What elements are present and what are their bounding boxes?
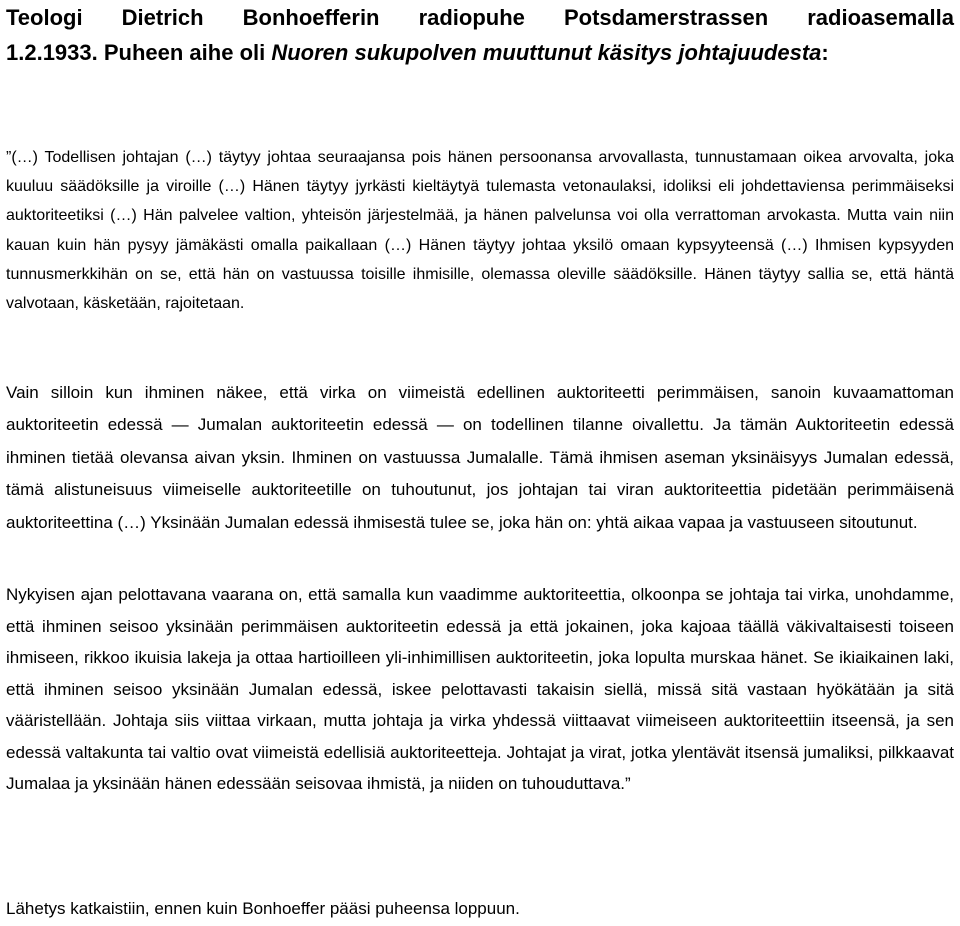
heading-topic-title: Nuoren sukupolven muuttunut käsitys johtajuudesta: [271, 40, 822, 65]
heading-date-prefix: 1.2.1933. Puheen aihe oli: [6, 40, 272, 65]
closing-note: Lähetys katkaistiin, ennen kuin Bonhoeffer pääsi puheensa loppuun.: [6, 899, 520, 918]
quote-paragraph-2: Vain silloin kun ihminen näkee, että virka on viimeistä edellinen auktoriteetti perimmäisen, sanoin kuvaamattoman auktoriteetin edessä — Jumalan auktoriteetin edessä — on todellinen tilanne oivallettu. Ja tämän Auktoriteetin edessä ihminen tietää olevansa aivan yksin. Ihminen on vastuussa Jumalalle. Tämä ihmisen aseman yksinäisyys Jumalan edessä, tämä alistuneisuus viimeiselle auktoriteetille on tuhoutunut, jos johtajan tai viran auktoriteettia pidetään perimmäisenä auktoriteettina (…) Yksinään Jumalan edessä ihmisestä tulee se, joka hän on: yhtä aikaa vapaa ja vastuuseen sitoutunut.: [6, 383, 954, 532]
document-heading: [6, 0, 954, 70]
quote-paragraph-1: ”(…) Todellisen johtajan (…) täytyy johtaa seuraajansa pois hänen persoonansa arvovallasta, tunnustamaan oikea arvovalta, joka kuuluu säädöksille ja viroille (…) Hänen täytyy jyrkästi kieltäytyä tulemasta vetonaulaksi, idoliksi eli johdettaviensa perimmäiseksi auktoriteetiksi (…) Hän palvelee valtion, yhteisön järjestelmää, ja hänen palvelunsa voi olla verrattoman arvokasta. Mutta vain niin kauan kuin hän pysyy jämäkästi omalla paikallaan (…) Hänen täytyy johtaa yksilö omaan kypsyyteensä (…) Ihmisen kypsyyden tunnusmerkkihän on se, että hän on vastuussa toisille ihmisille, olemassa oleville säädöksille. Hänen täytyy sallia se, että häntä valvotaan, käsketään, rajoitetaan.: [6, 149, 954, 313]
heading-colon: :: [821, 40, 829, 65]
heading-line-2: [6, 35, 954, 70]
quote-paragraph-3: Nykyisen ajan pelottavana vaarana on, että samalla kun vaadimme auktoriteettia, olkoonpa se johtaja tai virka, unohdamme, että ihminen seisoo yksinään perimmäisen auktoriteetin edessä ja että jokainen, joka kajoaa täällä väkivaltaisesti toiseen ihmiseen, rikkoo ikuisia lakeja ja ottaa hartioilleen yli-inhimillisen auktoriteetin, joka lopulta murskaa hänet. Se ikiaikainen laki, että ihminen seisoo yksinään Jumalan edessä, iskee pelottavasti takaisin siellä, missä sitä vastaan hyökätään ja sitä vääristellään. Johtaja siis viittaa virkaan, mutta johtaja ja virka yhdessä viittaavat viimeiseen auktoriteettiin itseensä, ja sen edessä valtakunta tai valtio ovat viimeistä edellisiä auktoriteetteja. Johtajat ja virat, jotka ylentävät itsensä jumaliksi, pilkkaavat Jumalaa ja yksinään hänen edessään seisovaa ihmistä, ja niiden on tuhouduttava.”: [6, 585, 954, 793]
heading-line-1: Teologi Dietrich Bonhoefferin radiopuhe Potsdamerstrassen radioasemalla: [6, 5, 954, 30]
